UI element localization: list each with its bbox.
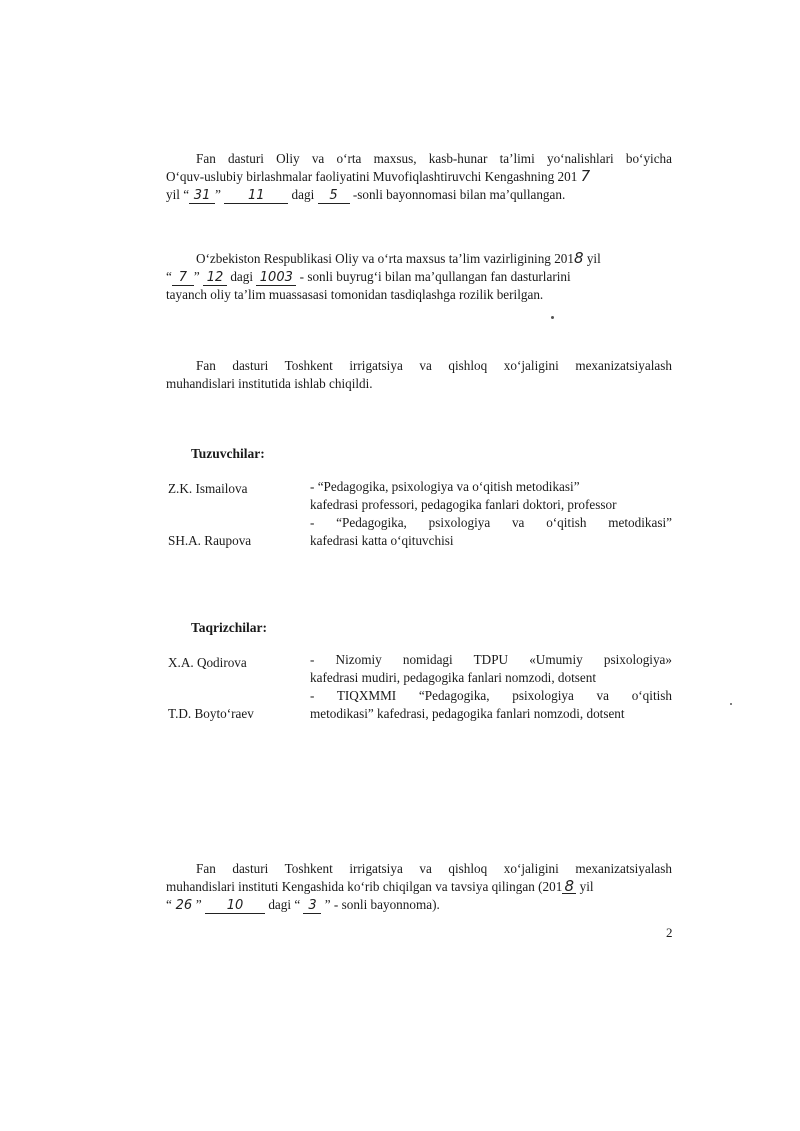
institute-council-paragraph (166, 860, 672, 914)
author-description: - “Pedagogika, psixologiya va o‘qitish metodikasi” kafedrasi professori, pedagogika fanlari doktori, professor (310, 479, 617, 512)
scan-speck (730, 703, 732, 705)
handwritten-day: 26 (175, 898, 193, 913)
reviewers-heading: Taqrizchilar: (191, 620, 267, 635)
handwritten-month: 12 (203, 271, 227, 286)
reviewer-description: - Nizomiy nomidagi TDPU «Umumiy psixologiya» kafedrasi mudiri, pedagogika fanlari nomzodi, dotsent (310, 652, 672, 685)
handwritten-year-digit: 7 (580, 167, 591, 185)
institute-council-line-1: Fan dasturi Toshkent irrigatsiya va qishloq xo‘jaligini mexanizatsiyalash (196, 861, 672, 876)
handwritten-day: 7 (172, 271, 194, 286)
handwritten-month: 11 (224, 189, 288, 204)
handwritten-year-digit: 8 (573, 249, 584, 267)
page-number: 2 (666, 925, 673, 940)
council-approval-line-3: yil “ 31 ” 11 dagi 5 -sonli bayonnomasi bilan ma’qullangan. (166, 187, 566, 203)
reviewer-name: X.A. Qodirova (168, 655, 247, 670)
handwritten-month: 10 (205, 899, 265, 914)
ministry-approval-line-2: “ 7 ” 12 dagi 1003 - sonli buyrug‘i bilan ma’qullangan fan dasturlarini (166, 269, 571, 285)
reviewer-description: - TIQXMMI “Pedagogika, psixologiya va o‘qitish metodikasi” kafedrasi, pedagogika fanlari nomzodi, dotsent (310, 688, 672, 721)
handwritten-number: 1003 (256, 271, 296, 286)
author-name: SH.A. Raupova (168, 533, 252, 548)
institute-council-line-3: “ 26 ” 10 dagi “ 3 ” - sonli bayonnoma). (166, 897, 440, 913)
developed-at-line-2: muhandislari institutida ishlab chiqildi. (166, 376, 373, 391)
authors-heading: Tuzuvchilar: (191, 446, 265, 461)
author-description: - “Pedagogika, psixologiya va o‘qitish metodikasi” kafedrasi katta o‘qituvchisi (310, 515, 672, 548)
ministry-approval-paragraph (166, 250, 672, 304)
developed-at-line-1: Fan dasturi Toshkent irrigatsiya va qishloq xo‘jaligini mexanizatsiyalash (196, 358, 672, 373)
ministry-approval-line-1: O‘zbekiston Respublikasi Oliy va o‘rta maxsus ta’lim vazirligining 2018 yil (196, 249, 601, 267)
council-approval-paragraph (166, 150, 672, 204)
council-approval-line-1: Fan dasturi Oliy va o‘rta maxsus, kasb-hunar ta’limi yo‘nalishlari bo‘yicha (196, 151, 672, 166)
handwritten-year-digit: 8 (562, 879, 576, 894)
developed-at-paragraph (166, 357, 672, 393)
handwritten-number: 5 (318, 189, 350, 204)
council-approval-line-2: O‘quv-uslubiy birlashmalar faoliyatini Muvofiqlashtiruvchi Kengashning 201 7 (166, 167, 591, 185)
scan-speck (551, 316, 554, 319)
institute-council-line-2: muhandislari instituti Kengashida ko‘rib chiqilgan va tavsiya qilingan (201 8 yil (166, 877, 594, 895)
handwritten-number: 3 (303, 899, 321, 914)
handwritten-day: 31 (189, 189, 215, 204)
author-name: Z.K. Ismailova (168, 481, 248, 496)
reviewer-name: T.D. Boyto‘raev (168, 706, 254, 721)
ministry-approval-line-3: tayanch oliy ta’lim muassasasi tomonidan tasdiqlashga rozilik berilgan. (166, 287, 544, 302)
